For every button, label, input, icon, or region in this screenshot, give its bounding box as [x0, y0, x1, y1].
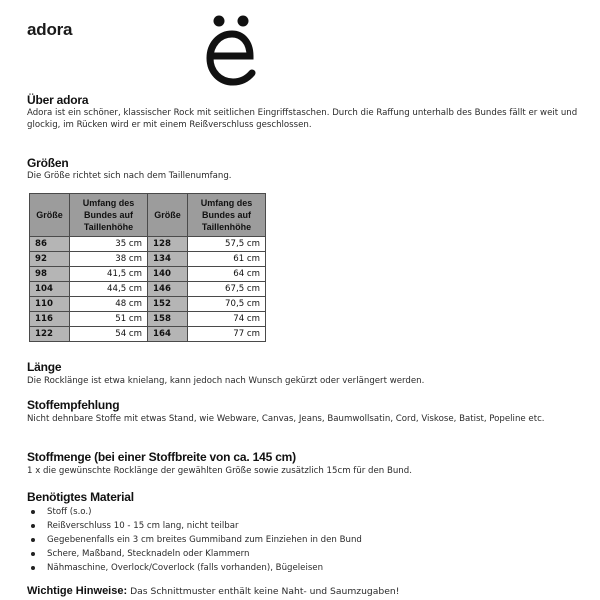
measure-cell: 38 cm	[70, 252, 148, 267]
size-cell: 146	[148, 282, 188, 297]
table-row	[30, 327, 266, 342]
measure-cell: 74 cm	[188, 312, 266, 327]
col-size-header: Größe	[30, 194, 70, 237]
measure-cell: 48 cm	[70, 297, 148, 312]
fabric-text: Nicht dehnbare Stoffe mit etwas Stand, wie Webware, Canvas, Jeans, Baumwollsatin, Cord, Viskose, Batist, Popeline etc.	[27, 414, 545, 424]
measure-cell: 70,5 cm	[188, 297, 266, 312]
size-table-header	[30, 194, 266, 237]
measure-cell: 44,5 cm	[70, 282, 148, 297]
measure-cell: 67,5 cm	[188, 282, 266, 297]
measure-cell: 54 cm	[70, 327, 148, 342]
about-heading: Über adora	[27, 93, 89, 107]
size-cell: 128	[148, 237, 188, 252]
material-list	[27, 505, 362, 575]
table-row	[30, 297, 266, 312]
list-item: Stoff (s.o.)	[27, 505, 362, 519]
size-cell: 134	[148, 252, 188, 267]
table-row	[30, 312, 266, 327]
table-row	[30, 237, 266, 252]
measure-cell: 57,5 cm	[188, 237, 266, 252]
length-text: Die Rocklänge ist etwa knielang, kann jedoch nach Wunsch gekürzt oder verlängert werden.	[27, 376, 425, 386]
note-label: Wichtige Hinweise	[27, 585, 124, 597]
size-cell: 86	[30, 237, 70, 252]
size-cell: 110	[30, 297, 70, 312]
measure-cell: 77 cm	[188, 327, 266, 342]
size-cell: 158	[148, 312, 188, 327]
amount-text: 1 x die gewünschte Rocklänge der gewählten Größe sowie zusätzlich 15cm für den Bund.	[27, 466, 412, 476]
size-cell: 140	[148, 267, 188, 282]
size-cell: 164	[148, 327, 188, 342]
material-heading: Benötigtes Material	[27, 490, 134, 504]
measure-cell: 64 cm	[188, 267, 266, 282]
note-text: Das Schnittmuster enthält keine Naht- und Saumzugaben!	[130, 586, 400, 597]
fabric-heading: Stoffempfehlung	[27, 398, 120, 412]
size-table	[29, 193, 266, 342]
sizes-heading: Größen	[27, 156, 69, 170]
table-row	[30, 267, 266, 282]
brand-logo-icon	[204, 12, 260, 86]
table-row	[30, 282, 266, 297]
list-item: Schere, Maßband, Stecknadeln oder Klammern	[27, 547, 362, 561]
list-item: Reißverschluss 10 - 15 cm lang, nicht teilbar	[27, 519, 362, 533]
size-cell: 152	[148, 297, 188, 312]
size-cell: 104	[30, 282, 70, 297]
size-cell: 116	[30, 312, 70, 327]
measure-cell: 61 cm	[188, 252, 266, 267]
table-row	[30, 252, 266, 267]
size-cell: 98	[30, 267, 70, 282]
size-cell: 122	[30, 327, 70, 342]
length-heading: Länge	[27, 360, 62, 374]
list-item: Nähmaschine, Overlock/Coverlock (falls vorhanden), Bügeleisen	[27, 561, 362, 575]
col-measure-header: Umfang des Bundes auf Taillenhöhe	[70, 194, 148, 237]
page-title: adora	[27, 20, 73, 39]
col-measure-header: Umfang des Bundes auf Taillenhöhe	[188, 194, 266, 237]
col-size-header: Größe	[148, 194, 188, 237]
measure-cell: 51 cm	[70, 312, 148, 327]
sizes-text: Die Größe richtet sich nach dem Taillenumfang.	[27, 171, 232, 181]
about-text: Adora ist ein schöner, klassischer Rock mit seitlichen Eingriffstaschen. Durch die Raffung unterhalb des Bundes fällt er weit und glockig, im Rücken wird er mit einem Reißverschluss geschlossen.	[27, 108, 578, 130]
size-cell: 92	[30, 252, 70, 267]
measure-cell: 41,5 cm	[70, 267, 148, 282]
measure-cell: 35 cm	[70, 237, 148, 252]
important-note: Wichtige Hinweise: Das Schnittmuster enthält keine Naht- und Saumzugaben!	[27, 585, 400, 597]
list-item: Gegebenenfalls ein 3 cm breites Gummiband zum Einziehen in den Bund	[27, 533, 362, 547]
amount-heading: Stoffmenge (bei einer Stoffbreite von ca. 145 cm)	[27, 450, 296, 464]
